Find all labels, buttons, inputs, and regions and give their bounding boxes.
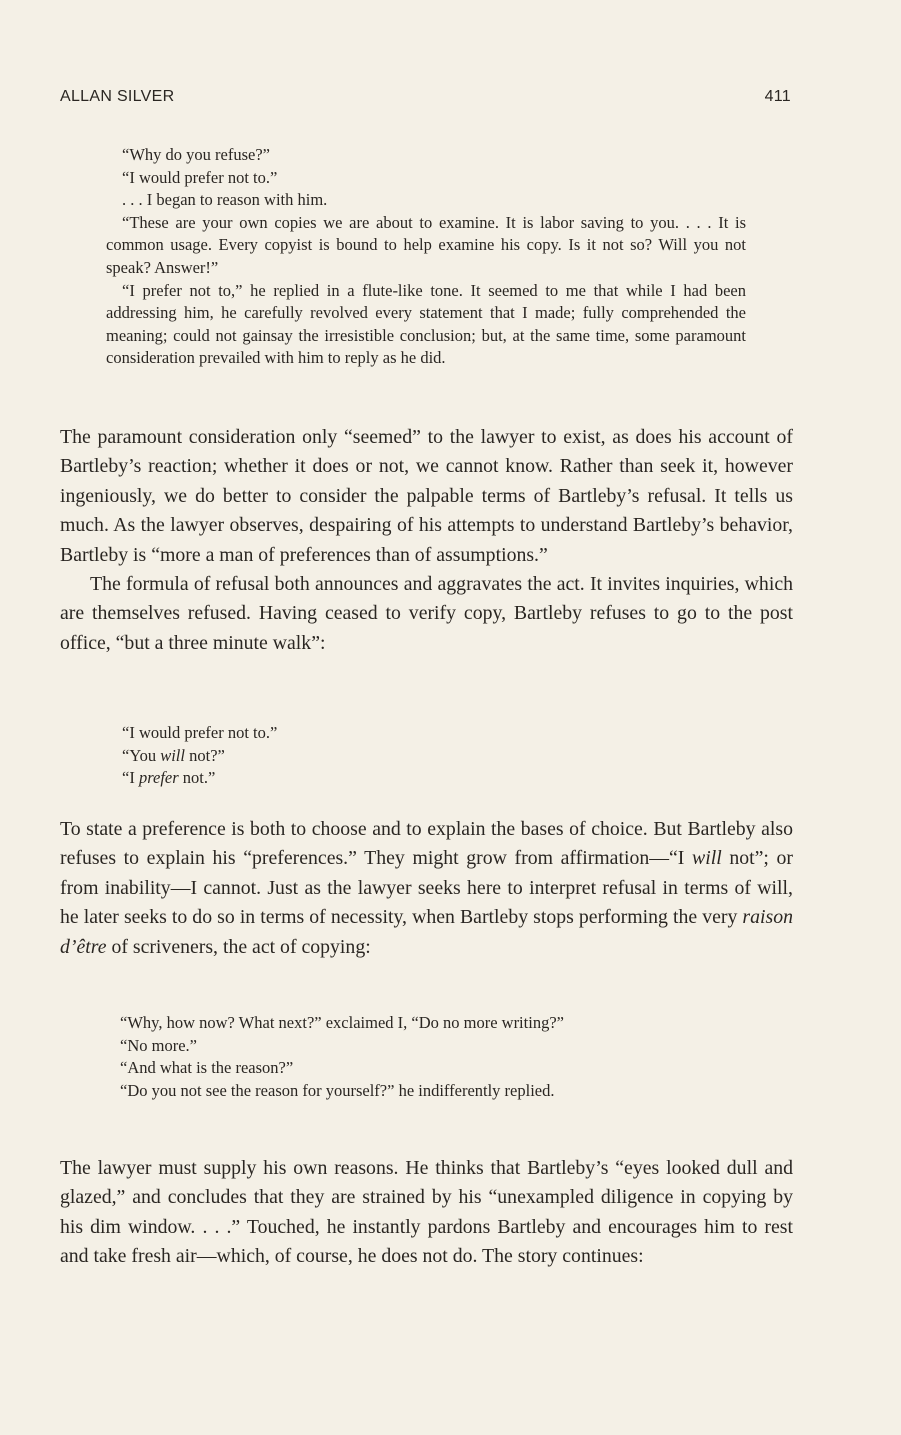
- author-name: ALLAN SILVER: [60, 88, 175, 105]
- quote-line: “And what is the reason?”: [120, 1058, 294, 1078]
- quote-line: “Why, how now? What next?” exclaimed I, “Do no more writing?”: [120, 1013, 564, 1032]
- block-quote-no-more: [90, 1012, 770, 1102]
- quote-line: . . . I began to reason with him.: [122, 190, 328, 210]
- quote-line: “I prefer not to,” he replied in a flute-like tone. It seemed to me that while I had been addressing him, he carefully revolved every statement that I made; fully comprehended the meaning; could not gainsay the irresistible conclusion; but, at the same time, some paramount consideration prevailed with him to reply as he did.: [106, 280, 746, 368]
- page-number: 411: [764, 88, 791, 105]
- quote-line: “Why do you refuse?”: [122, 145, 270, 164]
- paragraph: The formula of refusal both announces and aggravates the act. It invites inquiries, which are themselves refused. Having ceased to verify copy, Bartleby refuses to go to the post office, “but a three minute walk”:: [60, 573, 793, 654]
- quote-line: “No more.”: [120, 1035, 197, 1055]
- quote-line: “Do you not see the reason for yourself?” he indifferently replied.: [120, 1080, 555, 1100]
- block-quote-refusal: [106, 144, 746, 370]
- body-paragraphs-1: [60, 423, 793, 658]
- quote-line: “I prefer not.”: [122, 768, 216, 788]
- running-head: [60, 88, 791, 106]
- body-paragraphs-3: [60, 1154, 793, 1272]
- quote-line: “I would prefer not to.”: [122, 723, 278, 742]
- paragraph: The paramount consideration only “seemed” to the lawyer to exist, as does his account of Bartleby’s reaction; whether it does or not, we cannot know. Rather than seek it, however ingeniously, we do better to consider the palpable terms of Bartleby’s refusal. It tells us much. As the lawyer observes, despairing of his attempts to understand Bartleby’s behavior, Bartleby is “more a man of preferences than of assumptions.”: [60, 426, 793, 566]
- body-paragraphs-2: [60, 815, 793, 962]
- paragraph: The lawyer must supply his own reasons. He thinks that Bartleby’s “eyes looked dull and glazed,” and concludes that they are strained by his “unexampled diligence in copying by his dim window. . . .” Touched, he instantly pardons Bartleby and encourages him to rest and take fresh air—which, of course, he does not do. The story continues:: [60, 1157, 793, 1268]
- paragraph: To state a preference is both to choose and to explain the bases of choice. But Bartleby also refuses to explain his “preferences.” They might grow from affirmation—“I will not”; or from inability—I cannot. Just as the lawyer seeks here to interpret refusal in terms of will, he later seeks to do so in terms of necessity, when Bartleby stops performing the very raison d’être of scriveners, the act of copying:: [60, 818, 793, 958]
- quote-line: “You will not?”: [122, 745, 225, 765]
- quote-line: “I would prefer not to.”: [122, 167, 278, 187]
- block-quote-prefer: [106, 722, 746, 790]
- quote-line: “These are your own copies we are about to examine. It is labor saving to you. . . . It is common usage. Every copyist is bound to help examine his copy. Is it not so? Will you not speak? Answer!”: [106, 212, 746, 277]
